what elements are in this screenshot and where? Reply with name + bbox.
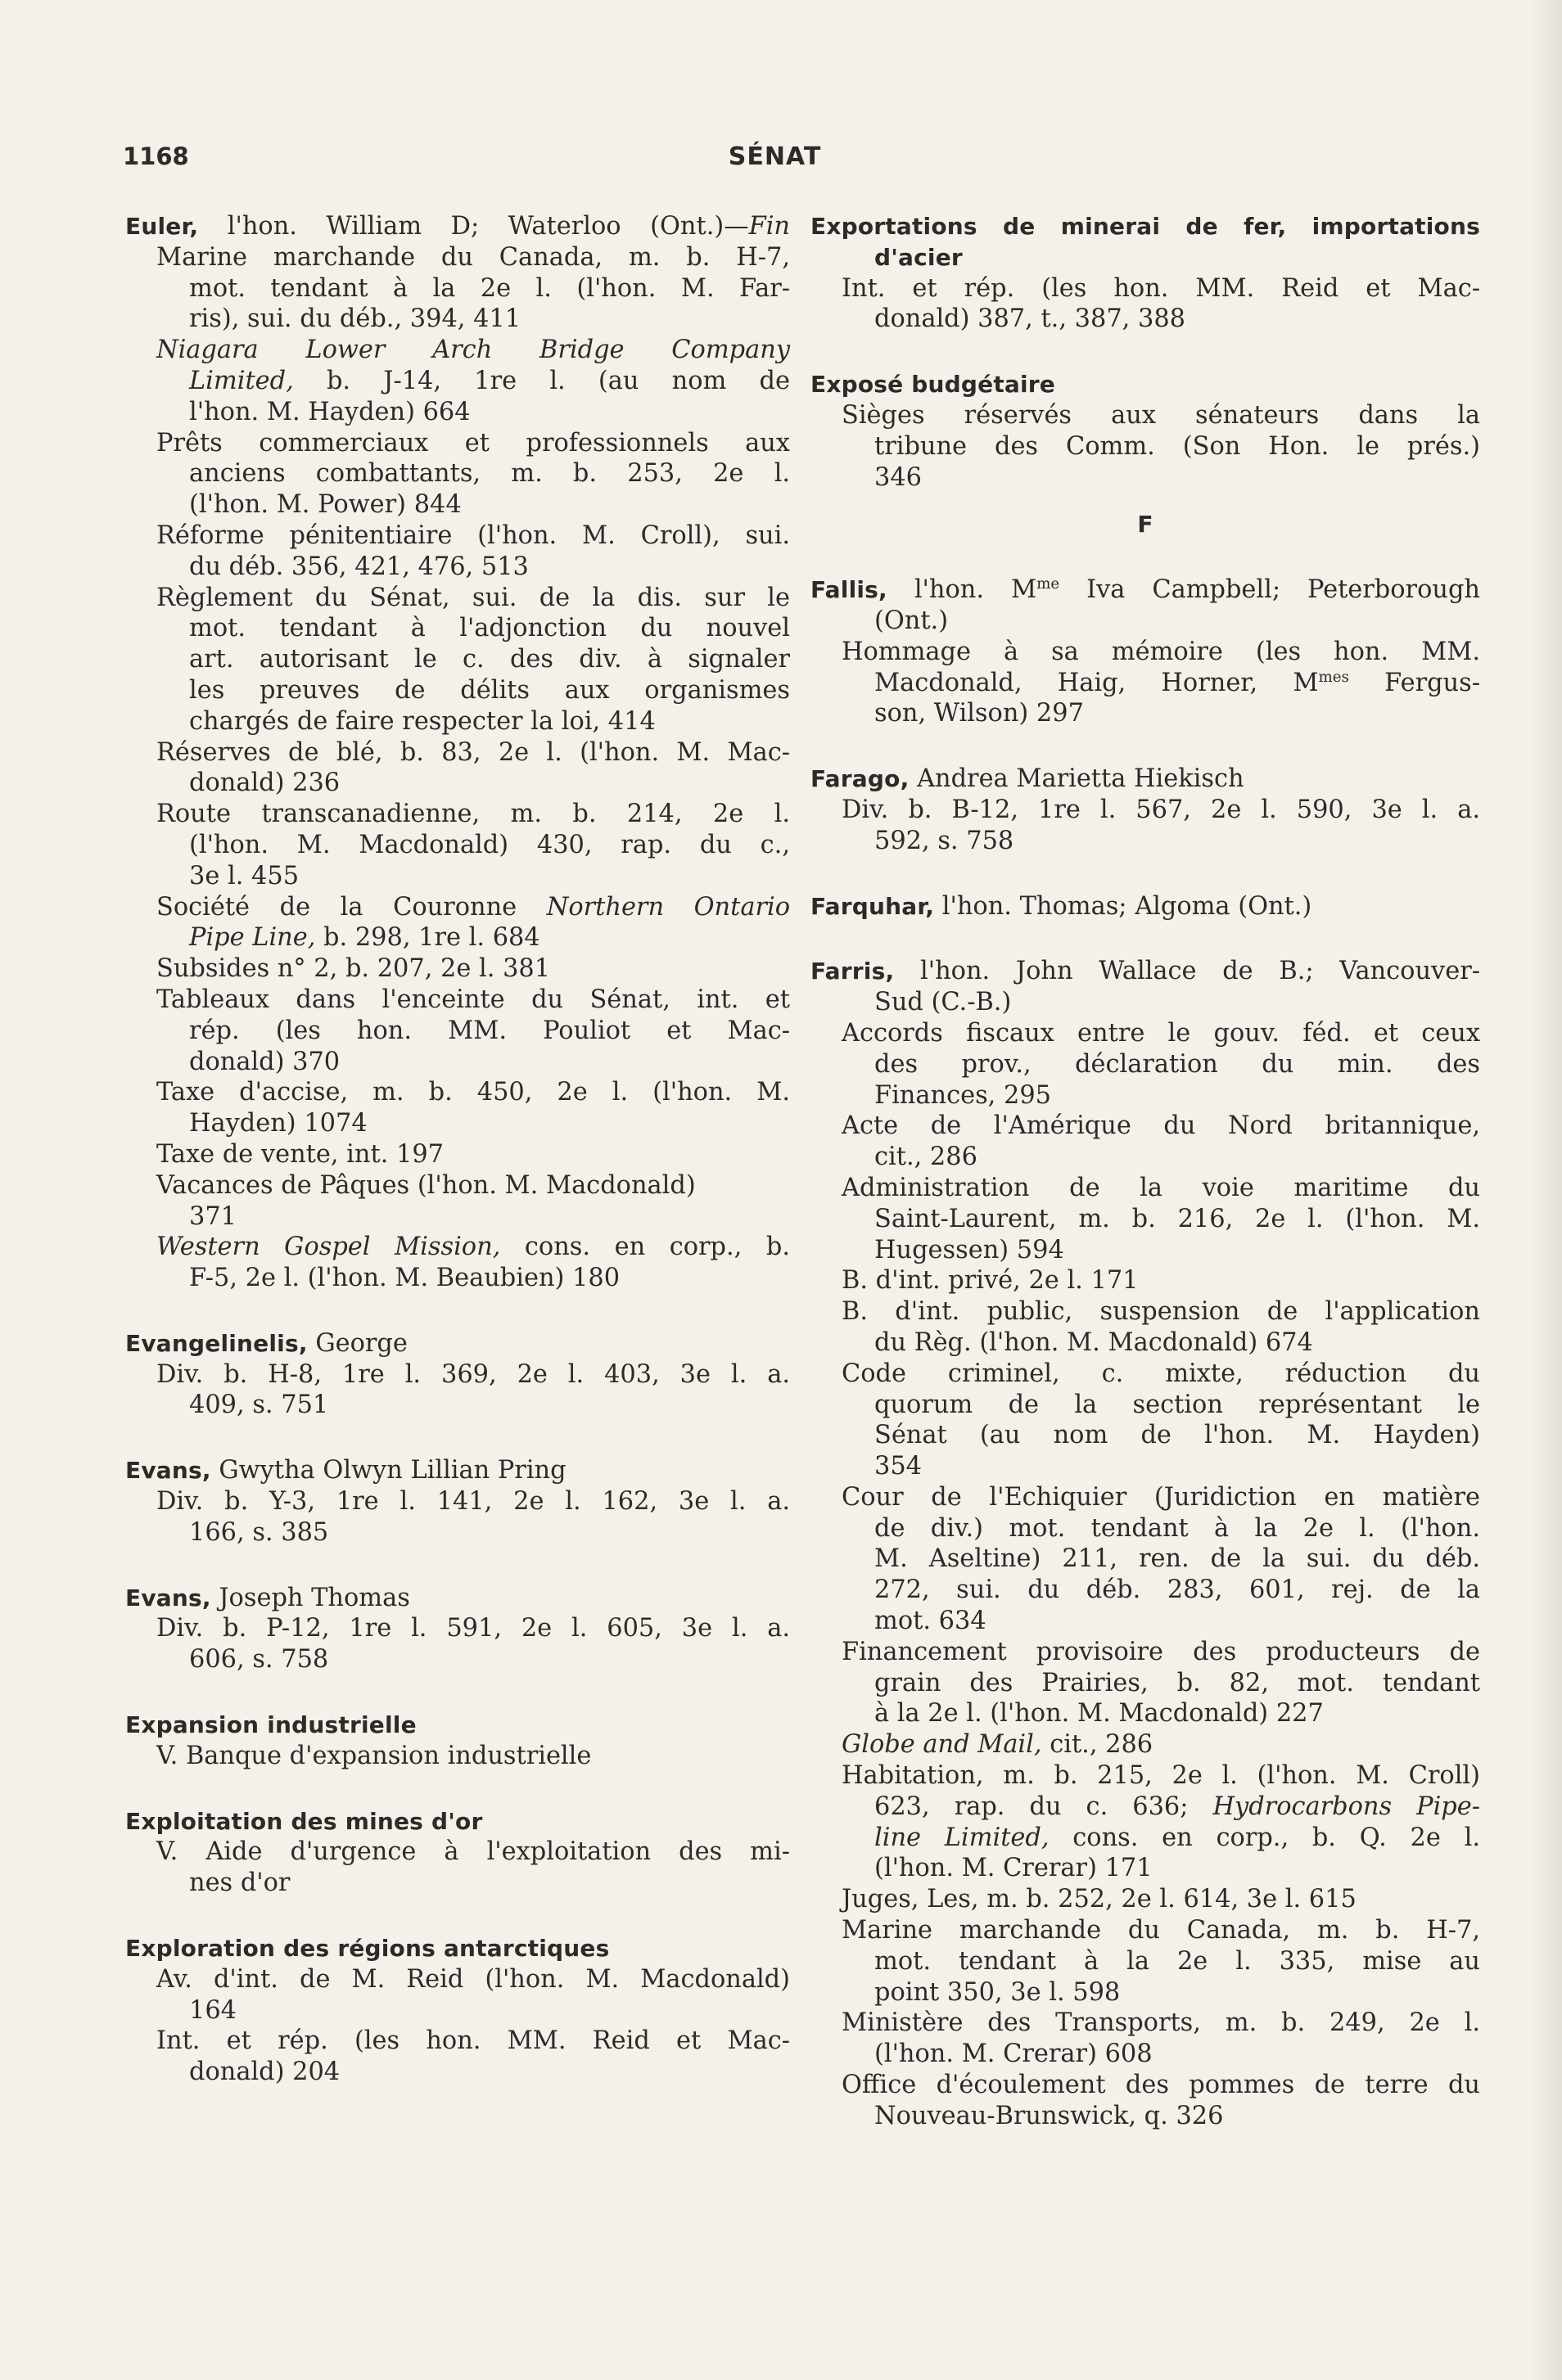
page-title: SÉNAT [728, 142, 822, 171]
entry-line: B. d'int. privé, 2e l. 171 [842, 1266, 1139, 1296]
entry-line: Réforme pénitentiaire (l'hon. M. Croll), sui. [156, 521, 790, 550]
entry-line: Saint-Laurent, m. b. 216, 2e l. (l'hon. M. [874, 1204, 1480, 1233]
entry-expansion-industrielle [125, 1710, 790, 1772]
right-column [810, 211, 1480, 2132]
entry-line: Tableaux dans l'enceinte du Sénat, int. et [156, 985, 790, 1014]
page-number: 1168 [123, 142, 189, 170]
entry-evans-gwytha [125, 1455, 790, 1548]
entry-line: 623, rap. du c. 636; Hydrocarbons Pipe- [874, 1792, 1480, 1821]
entry-line: Cour de l'Echiquier (Juridiction en matière [842, 1482, 1480, 1512]
entry-line: 272, sui. du déb. 283, 601, rej. de la [874, 1575, 1480, 1605]
entry-line: des prov., déclaration du min. des [874, 1049, 1480, 1079]
entry-line: quorum de la section représentant le [874, 1390, 1480, 1419]
entry-line: donald) 387, t., 387, 388 [874, 304, 1185, 334]
entry-line: de div.) mot. tendant à la 2e l. (l'hon. [874, 1513, 1480, 1543]
entry-line: Av. d'int. de M. Reid (l'hon. M. Macdonald) [156, 1964, 790, 1994]
entry-heading: Farris, l'hon. John Wallace de B.; Vancouver- [810, 957, 1480, 986]
entry-line: Sénat (au nom de l'hon. M. Hayden) [874, 1421, 1480, 1450]
entry-line: Administration de la voie maritime du [842, 1173, 1480, 1202]
entry-line: Western Gospel Mission, cons. en corp., b. [156, 1233, 790, 1262]
entry-line: Accords fiscaux entre le gouv. féd. et ceux [842, 1018, 1480, 1048]
entry-line: anciens combattants, m. b. 253, 2e l. [189, 459, 790, 489]
entry-line: 409, s. 751 [189, 1391, 329, 1420]
entry-line: 592, s. 758 [874, 826, 1014, 855]
entry-line: (l'hon. M. Macdonald) 430, rap. du c., [189, 830, 790, 859]
entry-line: ris), sui. du déb., 394, 411 [189, 304, 521, 334]
entry-line: Nouveau-Brunswick, q. 326 [874, 2101, 1224, 2130]
entry-line: V. Aide d'urgence à l'exploitation des mi- [156, 1837, 790, 1867]
entry-heading: Exportations de minerai de fer, importations [810, 213, 1480, 240]
entry-line: 3e l. 455 [189, 861, 300, 890]
entry-line: Habitation, m. b. 215, 2e l. (l'hon. M. Croll) [842, 1761, 1480, 1791]
entry-line: Taxe d'accise, m. b. 450, 2e l. (l'hon. M. [156, 1078, 790, 1107]
entry-line: Marine marchande du Canada, m. b. H-7, [156, 242, 790, 272]
entry-heading: Evangelinelis, George [125, 1328, 408, 1358]
entry-line: mot. 634 [874, 1607, 986, 1636]
entry-exploitation-mines [125, 1806, 790, 1899]
entry-line: Vacances de Pâques (l'hon. M. Macdonald) [156, 1170, 696, 1200]
entry-line: son, Wilson) 297 [874, 699, 1084, 728]
entry-line: Div. b. B-12, 1re l. 567, 2e l. 590, 3e l. a. [842, 795, 1480, 824]
entry-line: Niagara Lower Arch Bridge Company [156, 336, 790, 365]
entry-line: art. autorisant le c. des div. à signaler [189, 645, 790, 674]
entry-line: Règlement du Sénat, sui. de la dis. sur le [156, 583, 790, 612]
entry-farago [810, 764, 1480, 856]
entry-heading: d'acier [874, 243, 963, 271]
entry-line: à la 2e l. (l'hon. M. Macdonald) 227 [874, 1699, 1324, 1729]
entry-line: Route transcanadienne, m. b. 214, 2e l. [156, 800, 790, 829]
entry-line: Juges, Les, m. b. 252, 2e l. 614, 3e l. 615 [842, 1885, 1357, 1914]
entry-heading: Exposé budgétaire [810, 371, 1055, 399]
entry-line: Hayden) 1074 [189, 1109, 368, 1138]
entry-line: Ministère des Transports, m. b. 249, 2e l. [842, 2008, 1480, 2038]
entry-heading: Evans, Joseph Thomas [125, 1583, 410, 1612]
page-edge-shadow [1529, 0, 1562, 2380]
entry-line: 371 [189, 1201, 237, 1231]
entry-line: rép. (les hon. MM. Pouliot et Mac- [189, 1016, 790, 1045]
entry-line: cit., 286 [874, 1143, 977, 1172]
entry-line: 164 [189, 1995, 237, 2025]
entry-heading: Expansion industrielle [125, 1711, 417, 1739]
entry-line: donald) 370 [189, 1047, 341, 1076]
entry-line: Sièges réservés aux sénateurs dans la [842, 400, 1480, 430]
entry-exportations-minerai [810, 211, 1480, 335]
entry-line: Sud (C.-B.) [874, 988, 1012, 1017]
entry-line: Subsides n° 2, b. 207, 2e l. 381 [156, 954, 551, 984]
entry-line: nes d'or [189, 1868, 291, 1898]
entry-line: 354 [874, 1452, 923, 1481]
entry-heading: Fallis, l'hon. $M^{me}$ Iva Campbell; Peterborough [810, 575, 1480, 605]
entry-line: Limited, b. J-14, 1re l. (au nom de [189, 366, 790, 395]
entry-fallis [810, 575, 1480, 729]
entry-line: Financement provisoire des producteurs de [842, 1637, 1480, 1666]
entry-line: point 350, 3e l. 598 [874, 1977, 1121, 2007]
entry-exploration-antarctiques [125, 1933, 790, 2088]
entry-line: Int. et rép. (les hon. MM. Reid et Mac- [842, 273, 1480, 303]
entry-line: Prêts commerciaux et professionnels aux [156, 428, 790, 458]
entry-line: Marine marchande du Canada, m. b. H-7, [842, 1916, 1480, 1945]
entry-euler [125, 211, 790, 1294]
entry-line: Finances, 295 [874, 1080, 1051, 1110]
entry-heading: Exploitation des mines d'or [125, 1807, 483, 1835]
entry-line: Société de la Couronne Northern Ontario [156, 892, 790, 922]
entry-line: Macdonald, Haig, Horner, $M^{mes}$ Fergus- [874, 668, 1480, 697]
entry-line: Pipe Line, b. 298, 1re l. 684 [189, 923, 540, 953]
entry-line: Office d'écoulement des pommes de terre du [842, 2071, 1480, 2100]
entry-line: mot. tendant à la 2e l. 335, mise au [874, 1946, 1480, 1976]
entry-line: 166, s. 385 [189, 1517, 329, 1547]
entry-line: les preuves de délits aux organismes [189, 675, 790, 705]
entry-line: Hugessen) 594 [874, 1235, 1064, 1264]
page-header [123, 142, 1427, 183]
entry-heading: Farago, Andrea Marietta Hiekisch [810, 764, 1244, 794]
section-letter: F [1137, 511, 1153, 539]
entry-line: 346 [874, 462, 923, 492]
entry-line: Réserves de blé, b. 83, 2e l. (l'hon. M. Mac- [156, 737, 790, 767]
entry-line: Div. b. Y-3, 1re l. 141, 2e l. 162, 3e l. a. [156, 1487, 790, 1517]
entry-farris [810, 956, 1480, 2131]
entry-line: donald) 236 [189, 769, 341, 798]
entry-line: Code criminel, c. mixte, réduction du [842, 1359, 1480, 1388]
entry-line: du Règ. (l'hon. M. Macdonald) 674 [874, 1327, 1313, 1357]
entry-line: M. Aseltine) 211, ren. de la sui. du déb. [874, 1544, 1480, 1574]
entry-evans-joseph [125, 1583, 790, 1675]
entry-line: V. Banque d'expansion industrielle [156, 1741, 592, 1770]
entry-line: Taxe de vente, int. 197 [156, 1139, 444, 1169]
left-column [125, 211, 790, 2088]
entry-line: (Ont.) [874, 606, 949, 635]
entry-line: Int. et rép. (les hon. MM. Reid et Mac- [156, 2026, 790, 2056]
entry-line: tribune des Comm. (Son Hon. le prés.) [874, 431, 1480, 461]
entry-heading: Euler, l'hon. William D; Waterloo (Ont.)—Fin [125, 212, 790, 241]
entry-heading: Evans, Gwytha Olwyn Lillian Pring [125, 1456, 567, 1485]
entry-line: (l'hon. M. Crerar) 608 [874, 2040, 1153, 2069]
entry-line: (l'hon. M. Power) 844 [189, 490, 462, 520]
entry-line: chargés de faire respecter la loi, 414 [189, 706, 656, 736]
entry-line: B. d'int. public, suspension de l'application [842, 1297, 1480, 1327]
entry-line: mot. tendant à l'adjonction du nouvel [189, 614, 790, 643]
entry-line: Div. b. P-12, 1re l. 591, 2e l. 605, 3e l. a. [156, 1614, 790, 1643]
entry-heading: Exploration des régions antarctiques [125, 1935, 610, 1963]
entry-line: (l'hon. M. Crerar) 171 [874, 1854, 1153, 1883]
entry-line: Acte de l'Amérique du Nord britannique, [842, 1111, 1480, 1141]
entry-heading: Farquhar, l'hon. Thomas; Algoma (Ont.) [810, 891, 1312, 921]
entry-line: Globe and Mail, cit., 286 [842, 1730, 1153, 1760]
entry-evangelinelis [125, 1328, 790, 1421]
entry-line: 606, s. 758 [189, 1645, 329, 1675]
entry-line: Hommage à sa mémoire (les hon. MM. [842, 637, 1480, 666]
entry-line: line Limited, cons. en corp., b. Q. 2e l. [874, 1823, 1480, 1852]
entry-farquhar [810, 891, 1480, 922]
entry-line: Div. b. H-8, 1re l. 369, 2e l. 403, 3e l. a. [156, 1359, 790, 1389]
entry-line: grain des Prairies, b. 82, mot. tendant [874, 1668, 1480, 1697]
entry-expose-budgetaire [810, 369, 1480, 493]
entry-line: l'hon. M. Hayden) 664 [189, 397, 471, 426]
entry-line: du déb. 356, 421, 476, 513 [189, 552, 529, 581]
entry-line: donald) 204 [189, 2058, 341, 2087]
entry-line: F-5, 2e l. (l'hon. M. Beaubien) 180 [189, 1264, 621, 1293]
entry-line: mot. tendant à la 2e l. (l'hon. M. Far- [189, 273, 790, 303]
